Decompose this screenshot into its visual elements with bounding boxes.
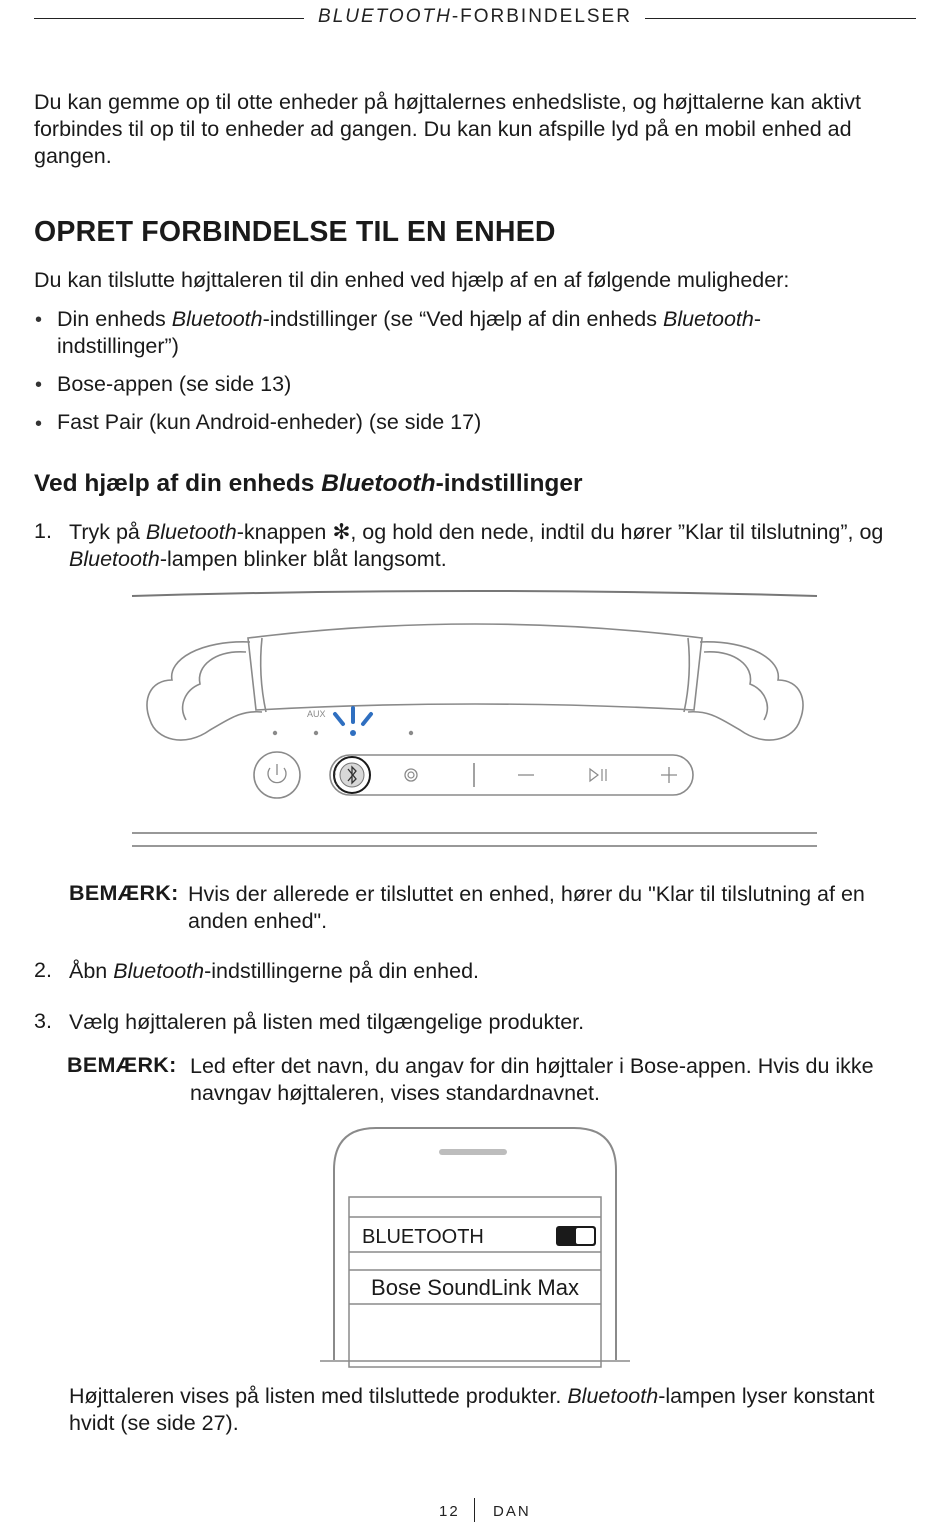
speaker-strap [248, 624, 702, 710]
bullet-marker: • [35, 309, 43, 331]
bullet-marker: • [35, 374, 43, 396]
page-number: 12 [439, 1503, 460, 1520]
language-code: DAN [493, 1503, 531, 1520]
note-label: BEMÆRK: [69, 881, 179, 905]
bullet-item: Bose-appen (se side 13) [57, 372, 292, 396]
note-text: Hvis der allerede er tilsluttet en enhed, hører du "Klar til tilslutning af en anden enhed". [188, 882, 865, 933]
subsection-heading: Ved hjælp af din enheds Bluetooth-indstillinger [34, 470, 583, 497]
bullet-marker: • [35, 413, 43, 435]
note-text: Led efter det navn, du angav for din højttaler i Bose-appen. Hvis du ikke navngav højttaleren, vises standardnavnet. [190, 1054, 874, 1105]
bluetooth-button [334, 757, 370, 793]
speaker-illustration [0, 580, 950, 860]
section-heading: OPRET FORBINDELSE TIL EN ENHED [34, 216, 556, 248]
running-header: BLUETOOTH-FORBINDELSER [0, 6, 950, 28]
footer-divider [474, 1498, 475, 1522]
speaker-top-edge [132, 591, 817, 596]
bluetooth-toggle-switch [556, 1226, 596, 1246]
step-text: Vælg højttaleren på listen med tilgængelige produkter. [69, 1010, 585, 1034]
step-text: Tryk på Bluetooth-knappen ✻, og hold den nede, indtil du hører ”Klar til tilslutning”, og Bluetooth-lampen blinker blåt langsomt. [69, 520, 884, 571]
step-number: 2. [34, 958, 52, 982]
result-paragraph: Højttaleren vises på listen med tilsluttede produkter. Bluetooth-lampen lyser konstant hvidt (se side 27). [69, 1384, 875, 1435]
bullet-item: Din enheds Bluetooth-indstillinger (se “Ved hjælp af din enheds Bluetooth-indstillinger”) [57, 307, 762, 358]
control-bar [330, 755, 693, 795]
bluetooth-setting-label: BLUETOOTH [362, 1226, 484, 1248]
right-handle [688, 642, 803, 740]
intro-paragraph: Du kan gemme op til otte enheder på højttalernes enhedsliste, og højttalerne kan aktivt forbindes til op til to enheder ad gangen. Du kan kun afspille lyd på en mobil enhed ad gangen. [34, 90, 862, 168]
step-number: 1. [34, 519, 52, 543]
step-text: Åbn Bluetooth-indstillingerne på din enhed. [69, 959, 480, 983]
bluetooth-light-blinking [335, 708, 371, 736]
device-list-item: Bose SoundLink Max [371, 1275, 579, 1300]
left-handle [147, 642, 262, 740]
section-lead: Du kan tilslutte højttaleren til din enhed ved hjælp af en af følgende muligheder: [34, 268, 790, 292]
step-number: 3. [34, 1009, 52, 1033]
phone-illustration [300, 1120, 650, 1370]
note-label: BEMÆRK: [67, 1053, 177, 1077]
aux-label: AUX [307, 709, 326, 719]
phone-speaker-slot [439, 1149, 507, 1155]
bullet-item: Fast Pair (kun Android-enheder) (se side 17) [57, 410, 482, 434]
